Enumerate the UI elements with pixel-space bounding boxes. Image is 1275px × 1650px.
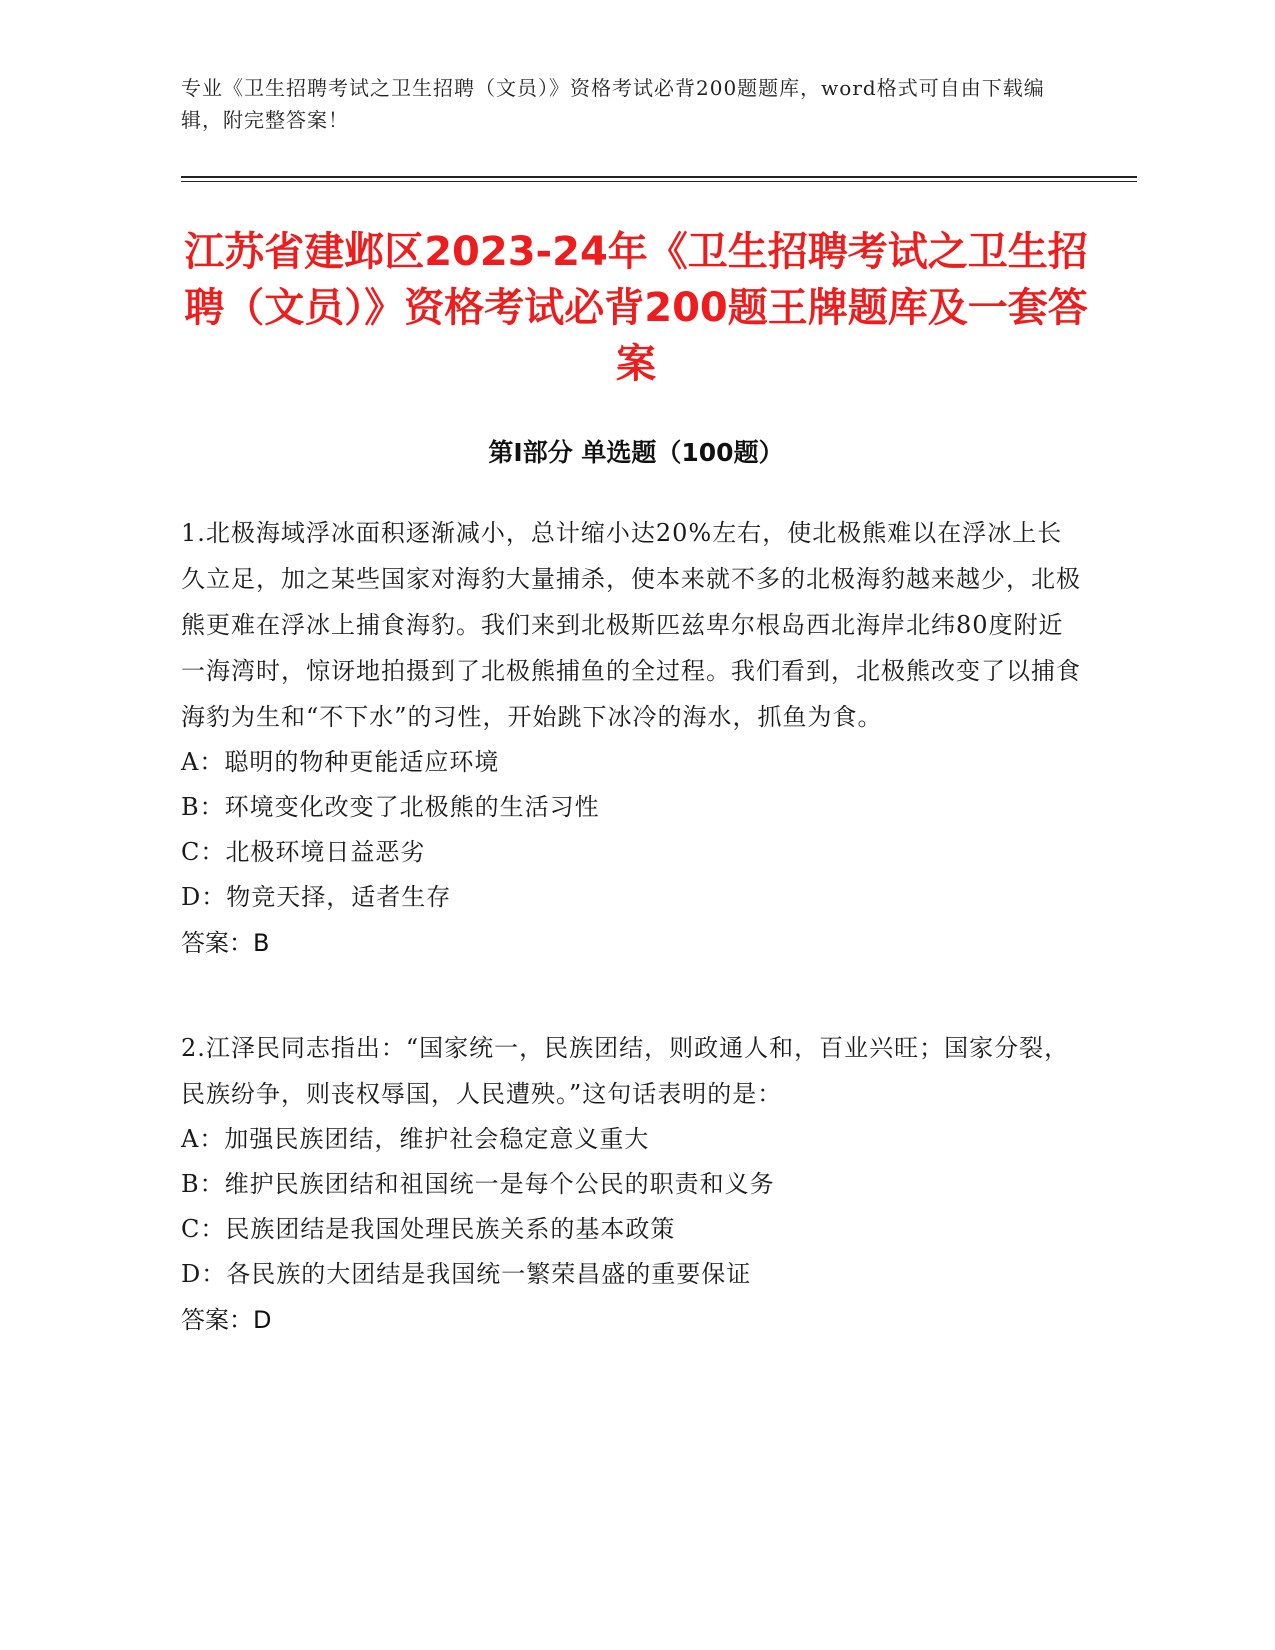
- header-note: 专业《卫生招聘考试之卫生招聘（文员）》资格考试必背200题题库，word格式可自由下载编辑，附完整答案！: [181, 76, 1045, 132]
- question-1: [181, 510, 1081, 966]
- header-divider-thin: [181, 181, 1137, 182]
- header-divider: [181, 176, 1137, 178]
- option-c: C：民族团结是我国处理民族关系的基本政策: [181, 1215, 676, 1243]
- option-d: D：物竞天择，适者生存: [181, 883, 452, 911]
- option-d: D：各民族的大团结是我国统一繁荣昌盛的重要保证: [181, 1260, 752, 1288]
- option-b: B：环境变化改变了北极熊的生活习性: [181, 793, 600, 821]
- answer: 答案：B: [181, 929, 270, 957]
- section-title: 第I部分 单选题（100题）: [488, 438, 784, 467]
- option-a: A：加强民族团结，维护社会稳定意义重大: [181, 1125, 650, 1153]
- document-title: 江苏省建邺区2023-24年《卫生招聘考试之卫生招聘（文员）》资格考试必背200题王牌题库及一套答案: [184, 229, 1088, 387]
- question-2: [181, 1025, 1081, 1343]
- question-stem: 2.江泽民同志指出：“国家统一，民族团结，则政通人和，百业兴旺；国家分裂，民族纷争，则丧权辱国，人民遭殃。”这句话表明的是：: [181, 1034, 1070, 1108]
- option-c: C：北极环境日益恶劣: [181, 838, 426, 866]
- answer: 答案：D: [181, 1306, 272, 1334]
- question-stem: 1.北极海域浮冰面积逐渐减小，总计缩小达20%左右，使北极熊难以在浮冰上长久立足，加之某些国家对海豹大量捕杀，使本来就不多的北极海豹越来越少，北极熊更难在浮冰上捕食海豹。我们来到北极斯匹兹卑尔根岛西北海岸北纬80度附近一海湾时，惊讶地拍摄到了北极熊捕鱼的全过程。我们看到，北极熊改变了以捕食海豹为生和“不下水”的习性，开始跳下冰冷的海水，抓鱼为食。: [181, 519, 1081, 731]
- option-b: B：维护民族团结和祖国统一是每个公民的职责和义务: [181, 1170, 775, 1198]
- option-a: A：聪明的物种更能适应环境: [181, 748, 500, 776]
